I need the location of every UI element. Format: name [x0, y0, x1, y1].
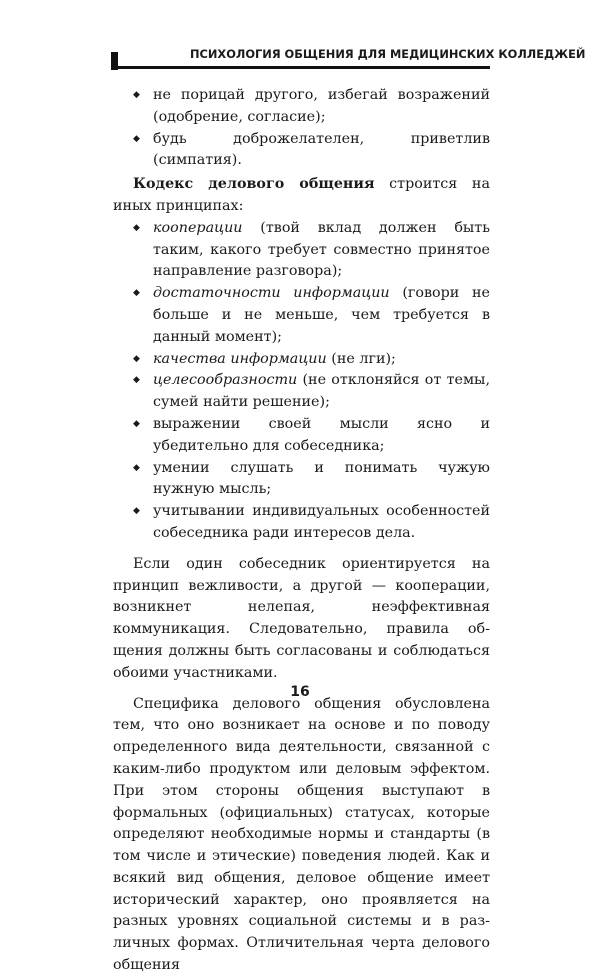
list-item — [113, 349, 490, 371]
principle-text: (говори не больше и не меньше, чем требуется в данный момент); — [153, 285, 491, 345]
list-item — [113, 370, 490, 414]
principle-text: учитывании индивидуальных особенностей собеседника ради интересов дела. — [153, 503, 490, 541]
principle-term: качества информации — [153, 350, 327, 367]
header-rule — [112, 66, 490, 69]
principle-term: целесообразности — [153, 372, 298, 389]
code-heading-rest: строится на иных принципах: — [113, 176, 490, 214]
page-number: 16 — [290, 684, 310, 700]
principle-text: (не отклоняйся от темы, сумей найти решение); — [153, 372, 490, 411]
list-item — [113, 458, 490, 502]
list-item — [113, 501, 490, 545]
page-body — [113, 85, 490, 977]
list-item-text: не порицай другого, избегай возражений (одобрение, согласие); — [153, 87, 490, 125]
running-title: ПСИХОЛОГИЯ ОБЩЕНИЯ ДЛЯ МЕДИЦИНСКИХ КОЛЛЕДЖЕЙ — [190, 47, 586, 61]
principle-term: кооперации — [153, 219, 243, 236]
list-item — [113, 414, 490, 458]
list-item — [113, 218, 490, 283]
list-item — [113, 283, 490, 348]
principle-term: достаточности информации — [153, 285, 390, 302]
paragraph: Специфика делового общения обусловлена тем, что оно возникает на основе и по поводу определенного вида деятельности, связанной с каким-либо продуктом или деловым эффектом. При этом стороны общения выступают в формальных (официальных) статусах, которые определяют необходимые нормы и стандарты (в том числе и этические) поведения людей. Как и всякий вид общения, деловое общение имеет исторический характер, оно проявляется на разных уровнях социальной системы и в различных формах. Отличительная черта делового общения — [113, 695, 490, 974]
list-item — [113, 85, 490, 129]
list-item — [113, 129, 490, 173]
code-heading-term: Кодекс делового общения — [133, 176, 375, 193]
paragraph: Если один собеседник ориентируется на принцип вежливости, а другой — кооперации, возникнет нелепая, неэффективная коммуникация. Следовательно, правила общения должны быть согласованы и соблюдаться обоими участниками. — [113, 555, 490, 681]
principle-text: (не лги); — [326, 350, 396, 367]
principle-text: (твой вклад должен быть таким, какого требует совместно принятое направление разговора); — [153, 219, 490, 280]
list-item-text: будь доброжелателен, приветлив (симпатия). — [153, 130, 490, 169]
principle-text: умении слушать и понимать чужую нужную мысль; — [153, 459, 490, 498]
code-heading-line — [113, 174, 490, 218]
principle-text: выражении своей мысли ясно и убедительно для собеседника; — [153, 415, 490, 454]
